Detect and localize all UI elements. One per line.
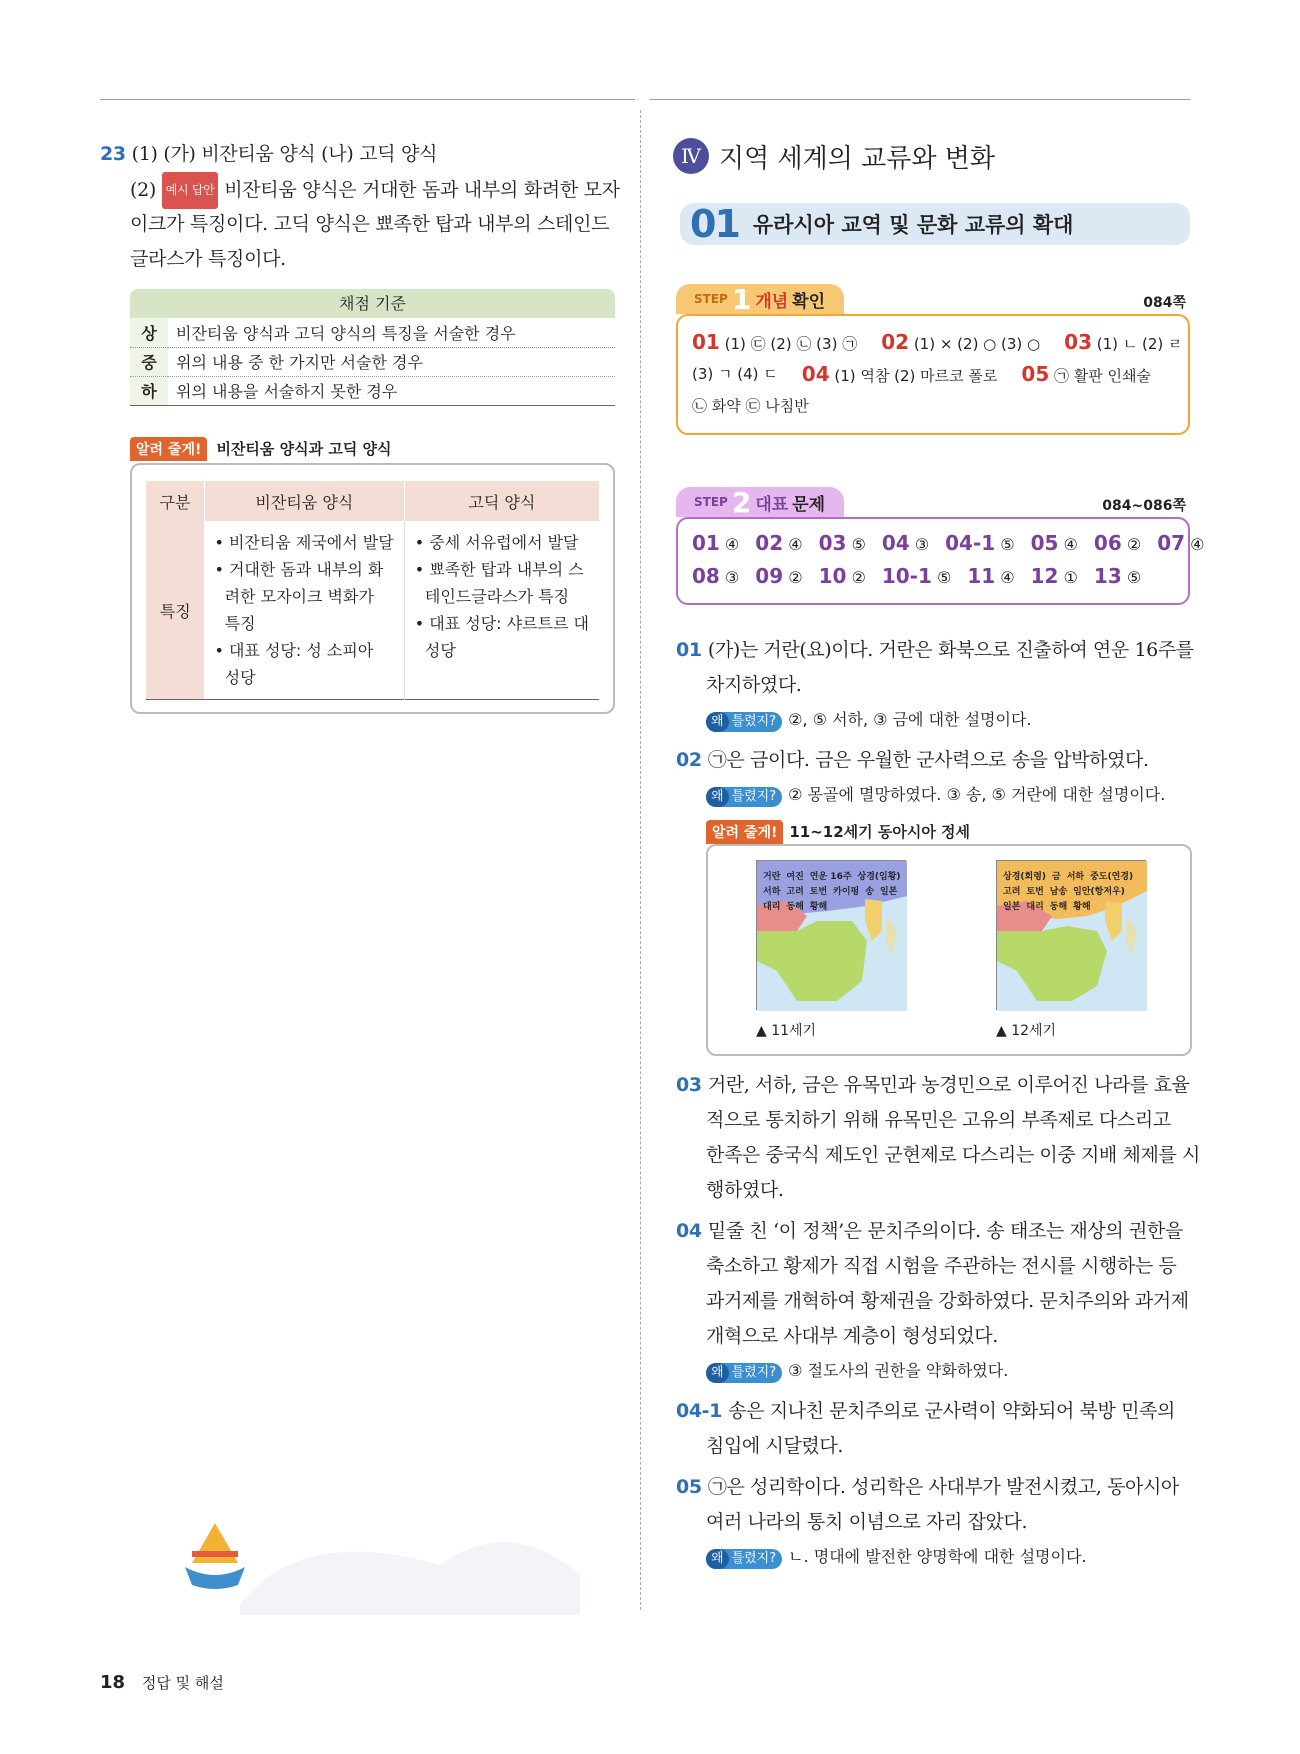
gothic-line: 성당 — [414, 641, 456, 660]
step1-label-a: 개념 — [755, 291, 789, 312]
step2-step: STEP — [694, 495, 728, 509]
step1-line — [692, 390, 1174, 422]
explanation-text: 한족은 중국식 제도인 군현제로 다스리는 이중 지배 체제를 시 — [706, 1144, 1200, 1166]
answer-num: 04 — [801, 362, 830, 386]
map-label: 대리 — [1026, 902, 1044, 912]
level-mid: 중 — [130, 347, 168, 376]
map-label: 남송 — [1049, 887, 1068, 897]
explanation-line — [676, 1284, 1192, 1319]
step2-item — [692, 527, 739, 560]
answer-num: 07 — [1157, 531, 1186, 555]
explanation-number: 04 — [676, 1220, 708, 1242]
step2-item — [1031, 560, 1078, 593]
map-label: 상경(임황) — [857, 872, 901, 882]
answer-num: 11 — [967, 564, 996, 588]
wrong-text: ② 몽골에 멸망하였다. ③ 송, ⑤ 거란에 대한 설명이다. — [788, 785, 1166, 804]
answer-text: (1) 역참 (2) 마르코 폴로 — [829, 367, 998, 385]
explanation-text: 행하였다. — [706, 1179, 784, 1201]
wrong-tag-a: 왜 — [706, 712, 729, 732]
explanation-line — [676, 1319, 1192, 1354]
answer-num: 04 — [881, 531, 910, 555]
answer-num: 13 — [1093, 564, 1122, 588]
answer-num: 04-1 — [945, 531, 996, 555]
level-high-text: 비잔티움 양식과 고딕 양식의 특징을 서술한 경우 — [168, 318, 615, 347]
answer-choice: ⑤ — [931, 568, 952, 587]
sample-answer-tag: 예시 답안 — [162, 172, 219, 209]
byzantine-line: 특징 — [214, 614, 256, 633]
explanation-text: ㉠은 성리학이다. 성리학은 사대부가 발전시켰고, 동아시아 — [707, 1476, 1179, 1498]
answer-choice: ④ — [995, 568, 1015, 587]
map-image-1 — [756, 860, 906, 1010]
step2-num: 2 — [731, 485, 752, 519]
explanation-text: 침입에 시달렸다. — [706, 1435, 843, 1457]
byzantine-line: 려한 모자이크 벽화가 — [214, 587, 374, 606]
column-divider — [640, 110, 641, 1610]
step2-label-a: 대표 — [755, 494, 789, 515]
answer-text: ㉠ 활판 인쇄술 — [1049, 367, 1152, 385]
step2-item — [1031, 527, 1078, 560]
answer-num: 01 — [692, 330, 720, 354]
explanation-line — [676, 1249, 1192, 1284]
wrong-tag-a: 왜 — [706, 1363, 729, 1383]
step2-item — [967, 560, 1014, 593]
wrong-tag — [706, 712, 782, 732]
step1-label-b: 확인 — [792, 291, 826, 312]
map-label: 일본 — [879, 887, 898, 897]
step2-label-b: 문제 — [792, 494, 826, 515]
answer-choice: ④ — [719, 535, 740, 554]
know-box-left — [130, 437, 615, 714]
explanation-text: 여러 나라의 통치 이념으로 자리 잡았다. — [706, 1511, 1028, 1533]
wrong-text: ②, ⑤ 서하, ③ 금에 대한 설명이다. — [788, 710, 1032, 729]
sailboat-illustration — [180, 1505, 580, 1619]
answer-num: 02 — [755, 531, 784, 555]
section-num: 01 — [690, 202, 739, 246]
byzantine-line: 성당 — [214, 668, 256, 687]
header-byzantine: 비잔티움 양식 — [204, 481, 404, 521]
map-caption: ▲ 12세기 — [996, 1023, 1057, 1039]
map-label: 서하 — [763, 887, 781, 897]
map-box-title: 11~12세기 동아시아 정세 — [789, 823, 971, 841]
step1-pages: 084쪽 — [1143, 295, 1186, 311]
wrong-tag — [706, 1549, 782, 1569]
step1-item — [881, 326, 1040, 358]
answer-choice: ② — [783, 568, 803, 587]
answer-choice: ④ — [783, 535, 803, 554]
explanation-number: 03 — [676, 1074, 708, 1096]
map-label: 대리 — [763, 902, 781, 912]
chapter-heading — [673, 136, 995, 176]
wrong-tag-b: 틀렸지? — [731, 789, 777, 804]
scoring-table — [130, 289, 615, 406]
step2-item — [755, 527, 802, 560]
q23-line2-prefix: (2) — [130, 179, 157, 201]
wrong-note — [676, 778, 1192, 812]
gothic-line: 테인드글라스가 특징 — [414, 587, 570, 606]
section-title: 유라시아 교역 및 문화 교류의 확대 — [752, 213, 1074, 237]
explanation-line — [676, 1470, 1192, 1505]
explanation-text: 차지하였다. — [706, 674, 802, 696]
wrong-text: ③ 절도사의 권한을 약화하였다. — [788, 1361, 1009, 1380]
wrong-tag — [706, 1363, 782, 1383]
explanation-text: (가)는 거란(요)이다. 거란은 화북으로 진출하여 연운 16주를 — [707, 639, 1194, 661]
map-frame — [706, 844, 1192, 1056]
gothic-line: • 중세 서유럽에서 발달 — [414, 533, 579, 552]
explanation-exp04 — [676, 1214, 1192, 1388]
answer-choice: ⑤ — [1121, 568, 1142, 587]
map-label: 거란 — [763, 872, 781, 882]
step2-item — [755, 560, 802, 593]
explanation-number: 05 — [676, 1476, 708, 1498]
explanation-exp02 — [676, 743, 1192, 812]
wrong-note — [676, 703, 1192, 737]
map-label: 여진 — [786, 872, 804, 882]
explanation-line — [676, 1429, 1192, 1464]
top-rule-left — [100, 99, 635, 100]
step2-item — [1094, 527, 1141, 560]
gothic-line: • 대표 성당: 샤르트르 대 — [414, 614, 589, 633]
explanation-text: 밑줄 친 ‘이 정책’은 문치주의이다. 송 태조는 재상의 권한을 — [707, 1220, 1183, 1242]
level-low-text: 위의 내용을 서술하지 못한 경우 — [176, 382, 398, 401]
step1-step: STEP — [694, 292, 728, 306]
step2-header — [676, 487, 1190, 517]
map-caption: ▲ 11세기 — [756, 1023, 817, 1039]
step1-item — [692, 390, 809, 422]
answer-num: 12 — [1030, 564, 1059, 588]
map-label: 송 — [865, 887, 874, 897]
map-label: 고려 — [1003, 887, 1021, 897]
explanation-text: 개혁으로 사대부 계층이 형성되었다. — [706, 1325, 998, 1347]
step2-answers — [676, 517, 1205, 605]
answer-num: 05 — [1021, 362, 1050, 386]
byzantine-line: • 거대한 돔과 내부의 화 — [214, 560, 384, 579]
answer-choice: ② — [1121, 535, 1142, 554]
q23-line4: 글라스가 특징이다. — [130, 248, 286, 270]
map-label: 고려 — [786, 887, 804, 897]
step2-item — [1094, 560, 1141, 593]
answer-choice: ⑤ — [995, 535, 1015, 554]
map-label: 황해 — [1073, 902, 1091, 912]
wrong-tag-a: 왜 — [706, 787, 729, 807]
step2-item — [819, 560, 866, 593]
answer-num: 10-1 — [881, 564, 932, 588]
explanation-line — [676, 668, 1192, 703]
step2-pages: 084~086쪽 — [1102, 498, 1186, 514]
top-rule-right — [650, 99, 1190, 100]
answer-text: (3) ㄱ (4) ㄷ — [692, 365, 778, 383]
map-label: 일본 — [1003, 902, 1021, 912]
wrong-note — [676, 1354, 1192, 1388]
wrong-tag — [706, 787, 782, 807]
answer-num: 09 — [755, 564, 784, 588]
map-label: 임안(항저우) — [1073, 887, 1125, 897]
answer-choice: ② — [846, 568, 866, 587]
explanation-line — [676, 1505, 1192, 1540]
answer-choice: ① — [1058, 568, 1078, 587]
q23-line3: 이크가 특징이다. 고딕 양식은 뾰족한 탑과 내부의 스테인드 — [130, 213, 610, 235]
map-figure-1 — [756, 860, 906, 1040]
explanation-text: 과거제를 개혁하여 황제권을 강화하였다. 문치주의와 과거제 — [706, 1290, 1189, 1312]
step2-item — [945, 527, 1015, 560]
level-mid-text: 위의 내용 중 한 가지만 서술한 경우 — [168, 347, 615, 376]
row-label-feature: 특징 — [146, 521, 204, 700]
byzantine-line: • 비잔티움 제국에서 발달 — [214, 533, 394, 552]
explanation-text: 적으로 통치하기 위해 유목민은 고유의 부족제로 다스리고 — [706, 1109, 1171, 1131]
wrong-tag-a: 왜 — [706, 1549, 729, 1569]
step2-item — [819, 527, 866, 560]
page-footer — [100, 1672, 224, 1693]
wrong-tag-b: 틀렸지? — [731, 1551, 777, 1566]
step2-item — [1157, 527, 1204, 560]
map-figure-2 — [996, 860, 1146, 1040]
know-tag: 알려 줄게! — [706, 820, 783, 844]
q23-line2: 비잔티움 양식은 거대한 돔과 내부의 화려한 모자 — [224, 179, 620, 201]
answer-num: 03 — [818, 531, 847, 555]
explanation-number: 02 — [676, 749, 708, 771]
answer-num: 06 — [1093, 531, 1122, 555]
explanation-line — [676, 1214, 1192, 1249]
header-category: 구분 — [159, 492, 191, 512]
answer-num: 02 — [881, 330, 910, 354]
answer-choice: ⑤ — [846, 535, 866, 554]
map-label: 연운 16주 — [809, 872, 852, 882]
header-gothic: 고딕 양식 — [404, 481, 599, 521]
answer-text: (1) ㉢ (2) ㉡ (3) ㉠ — [719, 335, 858, 353]
answer-num: 10 — [818, 564, 847, 588]
scoring-title: 채점 기준 — [130, 289, 615, 318]
section-heading — [680, 203, 1190, 245]
step2-item — [692, 560, 739, 593]
map-label: 금 — [1052, 872, 1061, 882]
explanation-exp05 — [676, 1470, 1192, 1574]
map-image-2 — [996, 860, 1146, 1010]
answer-choice: ③ — [909, 535, 930, 554]
answer-text: (1) ㄴ (2) ㄹ — [1092, 335, 1183, 353]
chapter-roman: Ⅳ — [673, 138, 709, 174]
answer-text: (1) × (2) ○ (3) ○ — [909, 335, 1041, 353]
explanation-text: 거란, 서하, 금은 유목민과 농경민으로 이루어진 나라를 효율 — [707, 1074, 1190, 1096]
step2-item — [882, 527, 929, 560]
step1-item — [802, 358, 998, 390]
step1-num: 1 — [731, 282, 752, 316]
level-low: 하 — [130, 376, 168, 405]
know-title: 비잔티움 양식과 고딕 양식 — [216, 440, 392, 458]
explanation-text: 축소하고 황제가 직접 시험을 주관하는 전시를 시행하는 등 — [706, 1255, 1177, 1277]
map-label: 황해 — [809, 902, 828, 912]
map-labels — [757, 861, 907, 1011]
explanations — [676, 633, 1200, 1574]
map-labels — [997, 861, 1147, 1011]
byzantine-line: • 대표 성당: 성 소피아 — [214, 641, 374, 660]
explanation-number: 04-1 — [676, 1400, 729, 1422]
answer-num: 03 — [1064, 330, 1092, 354]
answer-choice: ④ — [1185, 535, 1205, 554]
map-box — [706, 820, 1192, 1056]
level-high: 상 — [130, 318, 168, 347]
q23-number: 23 — [100, 143, 126, 165]
explanation-exp03 — [676, 1068, 1200, 1208]
map-label: 상경(회령) — [1003, 872, 1047, 882]
explanation-line — [676, 1068, 1192, 1103]
explanation-exp041 — [676, 1394, 1192, 1464]
explanation-line — [676, 1173, 1192, 1208]
wrong-tag-b: 틀렸지? — [731, 714, 777, 729]
map-label: 카이펑 — [833, 887, 860, 897]
q23-block — [100, 137, 620, 277]
answer-choice: ④ — [1058, 535, 1078, 554]
gothic-line: • 뾰족한 탑과 내부의 스 — [414, 560, 584, 579]
gothic-features — [404, 521, 599, 700]
explanation-line — [676, 743, 1192, 778]
footer-label: 정답 및 해설 — [141, 1674, 224, 1692]
know-tag: 알려 줄게! — [130, 437, 207, 461]
q23-line1: (1) (가) 비잔티움 양식 (나) 고딕 양식 — [131, 143, 438, 165]
wrong-note — [676, 1540, 1192, 1574]
step1-line — [692, 326, 1183, 358]
answer-num: 08 — [692, 564, 720, 588]
chapter-title: 지역 세계의 교류와 변화 — [719, 143, 995, 174]
step1-answers — [676, 314, 1190, 435]
map-label: 토번 — [1026, 887, 1044, 897]
explanation-line — [676, 633, 1192, 668]
byzantine-features — [204, 521, 404, 700]
answer-num: 01 — [692, 531, 720, 555]
page-number: 18 — [100, 1672, 126, 1693]
answer-num: 05 — [1030, 531, 1059, 555]
step2-item — [882, 560, 952, 593]
explanation-text: ㉠은 금이다. 금은 우월한 군사력으로 송을 압박하였다. — [707, 749, 1149, 771]
step1-item — [1021, 358, 1151, 390]
step2-line — [692, 560, 1174, 593]
step1-item — [1064, 326, 1182, 358]
wrong-text: ㄴ. 명대에 발전한 양명학에 대한 설명이다. — [788, 1547, 1087, 1566]
explanation-text: 송은 지나친 문치주의로 군사력이 약화되어 북방 민족의 — [728, 1400, 1175, 1422]
map-label: 중도(연경) — [1090, 872, 1134, 882]
step2-line — [692, 527, 1205, 560]
answer-text: ㉡ 화약 ㉢ 나침반 — [692, 397, 809, 415]
map-label: 서하 — [1066, 872, 1085, 882]
map-label: 동해 — [786, 902, 804, 912]
map-box-header — [706, 820, 1192, 844]
explanation-number: 01 — [676, 639, 708, 661]
step1-item — [692, 326, 857, 358]
step1-line — [692, 358, 1174, 390]
explanation-line — [676, 1138, 1200, 1173]
explanation-line — [676, 1103, 1192, 1138]
map-label: 동해 — [1049, 902, 1068, 912]
explanation-line — [676, 1394, 1192, 1429]
wrong-tag-b: 틀렸지? — [731, 1365, 777, 1380]
map-label: 토번 — [809, 887, 828, 897]
step1-header — [676, 284, 1190, 314]
answer-choice: ③ — [719, 568, 740, 587]
explanation-exp01 — [676, 633, 1192, 737]
step1-item — [692, 358, 778, 390]
